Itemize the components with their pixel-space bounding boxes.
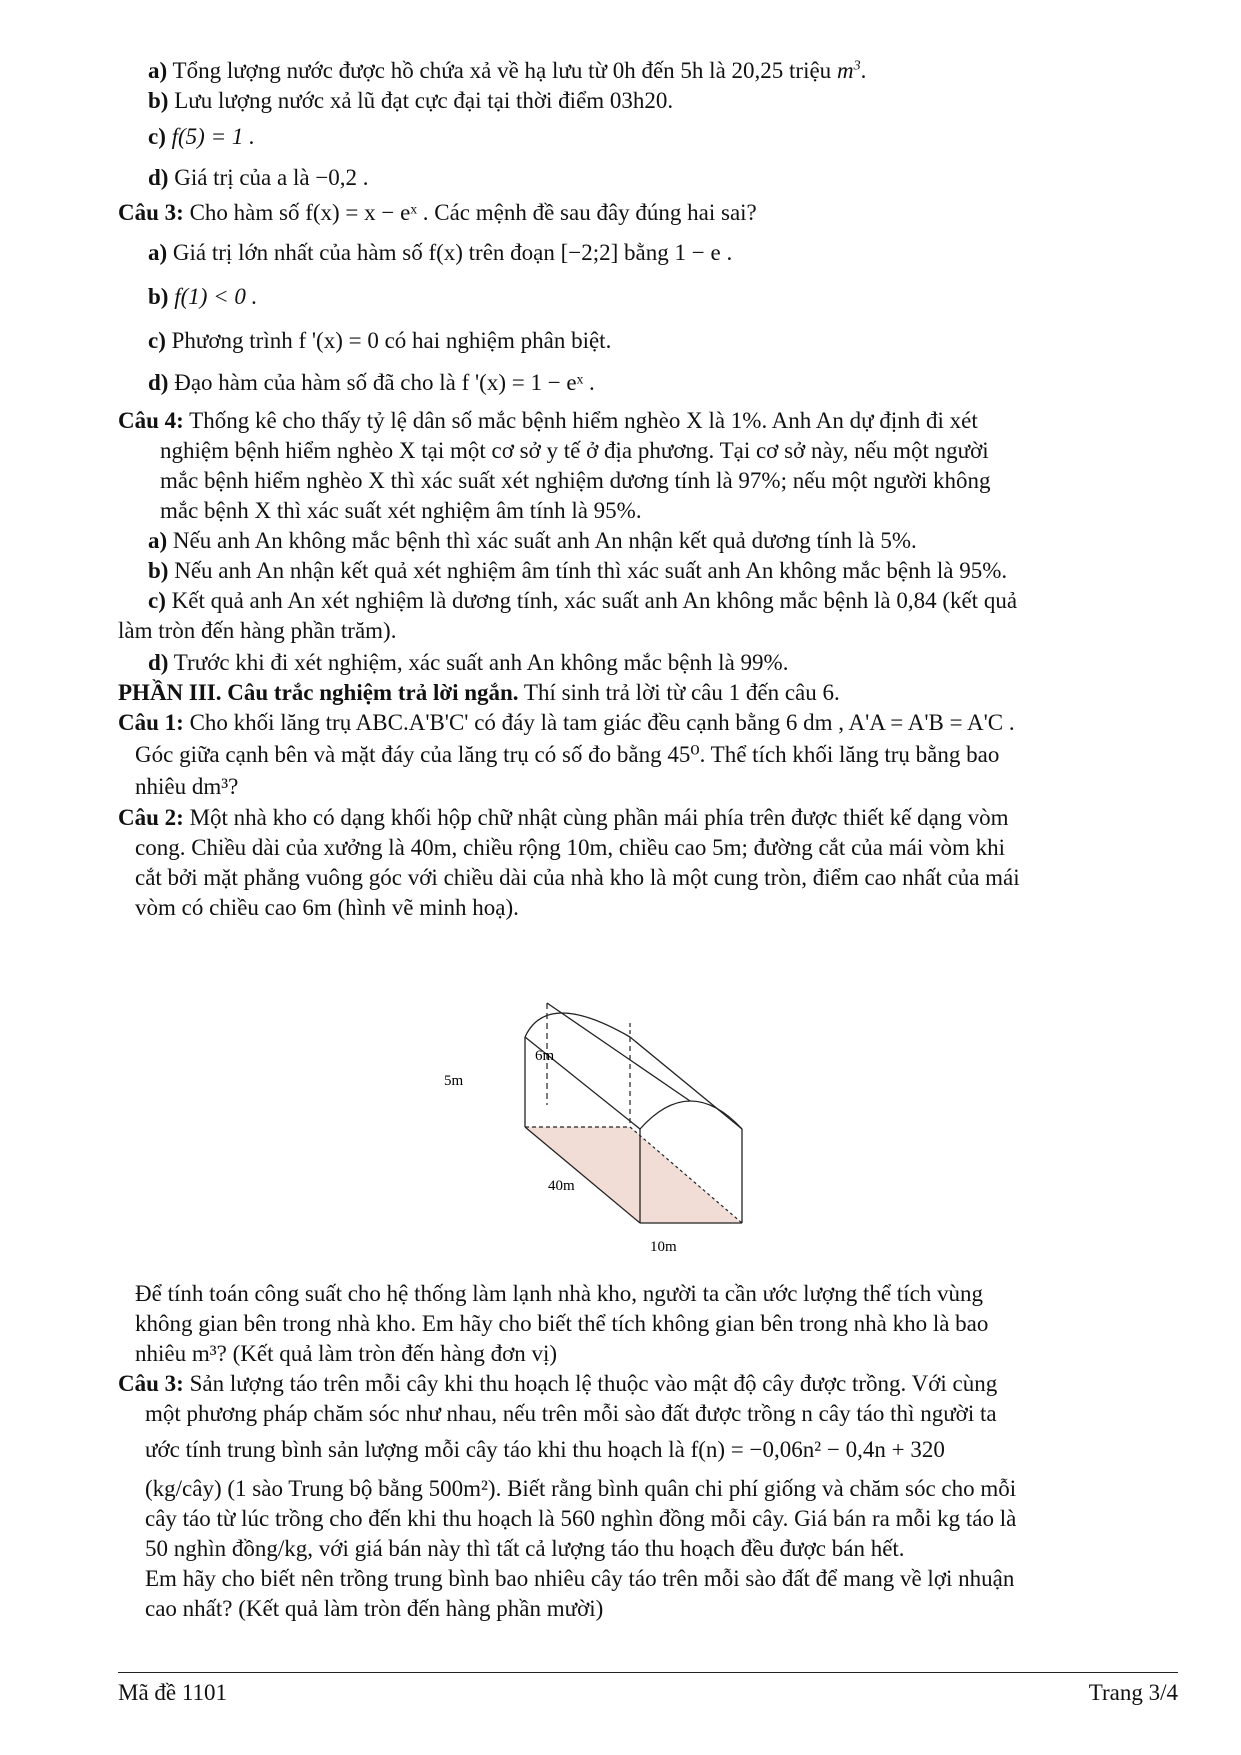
- warehouse-figure: [444, 995, 840, 1295]
- p3q2-after-2: không gian bên trong nhà kho. Em hãy cho biết thể tích không gian bên trong nhà kho là bao: [135, 1311, 989, 1336]
- p3q3-line-1: Câu 3: Sản lượng táo trên mỗi cây khi thu hoạch lệ thuộc vào mật độ cây được trồng. Với cùng: [118, 1371, 998, 1396]
- q4-line-2: nghiệm bệnh hiểm nghèo X tại một cơ sở y tế ở địa phương. Tại cơ sở này, nếu một người: [160, 438, 989, 463]
- q3-item-a: a) Giá trị lớn nhất của hàm số f(x) trên đoạn [−2;2] bằng 1 − e .: [148, 240, 733, 265]
- q4-item-d: d) Trước khi đi xét nghiệm, xác suất anh An không mắc bệnh là 99%.: [148, 650, 789, 675]
- q4-line-4: mắc bệnh X thì xác suất xét nghiệm âm tính là 95%.: [160, 498, 642, 523]
- q2-item-d: d) Giá trị của a là −0,2 .: [148, 165, 369, 190]
- q3-stem: Câu 3: Cho hàm số f(x) = x − eˣ . Các mệnh đề sau đây đúng hai sai?: [118, 200, 757, 225]
- p3q3-line-2: một phương pháp chăm sóc như nhau, nếu trên mỗi sào đất được trồng n cây táo thì người ta: [145, 1401, 997, 1426]
- q4-item-b: b) Nếu anh An nhận kết quả xét nghiệm âm tính thì xác suất anh An không mắc bệnh là 95%.: [148, 558, 1008, 583]
- footer-page-number: Trang 3/4: [1088, 1680, 1178, 1705]
- p3q2-line-2: cong. Chiều dài của xưởng là 40m, chiều rộng 10m, chiều cao 5m; đường cắt của mái vòm khi: [135, 835, 1006, 860]
- q3-item-b: b) f(1) < 0 .: [148, 284, 258, 309]
- p3q3-line-8: cao nhất? (Kết quả làm tròn đến hàng phần mười): [145, 1596, 604, 1621]
- label-6m: 6m: [535, 1048, 555, 1064]
- part3-heading: PHẦN III. Câu trắc nghiệm trả lời ngắn. Thí sinh trả lời từ câu 1 đến câu 6.: [118, 680, 840, 705]
- p3q3-line-5: cây táo từ lúc trồng cho đến khi thu hoạch là 560 nghìn đồng mỗi cây. Giá bán ra mỗi kg táo là: [145, 1506, 1017, 1531]
- p3q2-line-3: cắt bởi mặt phẳng vuông góc với chiều dài của nhà kho là một cung tròn, điểm cao nhất của mái: [135, 865, 1020, 890]
- q2-item-c: c) f(5) = 1 .: [148, 124, 255, 149]
- p3q2-line-1: Câu 2: Một nhà kho có dạng khối hộp chữ nhật cùng phần mái phía trên được thiết kế dạng vòm: [118, 805, 1009, 830]
- label-10m: 10m: [650, 1239, 677, 1255]
- p3q3-line-3: ước tính trung bình sản lượng mỗi cây táo khi thu hoạch là f(n) = −0,06n² − 0,4n + 320: [145, 1437, 945, 1462]
- q2-item-b: b) Lưu lượng nước xả lũ đạt cực đại tại thời điểm 03h20.: [148, 88, 674, 113]
- q4-item-c-cont: làm tròn đến hàng phần trăm).: [118, 618, 397, 643]
- p3q3-line-7: Em hãy cho biết nên trồng trung bình bao nhiêu cây táo trên mỗi sào đất để mang về lợi nhuận: [145, 1566, 1015, 1591]
- p3q1-line-2: Góc giữa cạnh bên và mặt đáy của lăng trụ có số đo bằng 45⁰. Thể tích khối lăng trụ bằng bao: [135, 742, 1000, 767]
- q3-item-c: c) Phương trình f '(x) = 0 có hai nghiệm phân biệt.: [148, 328, 612, 353]
- label-5m: 5m: [444, 1073, 464, 1089]
- q2-item-a: a) Tổng lượng nước được hồ chứa xả về hạ lưu từ 0h đến 5h là 20,25 triệu $m^3$.: [148, 58, 867, 83]
- p3q2-after-1: Để tính toán công suất cho hệ thống làm lạnh nhà kho, người ta cần ước lượng thể tích vùng: [135, 1281, 984, 1306]
- floor-face: [525, 1127, 742, 1223]
- footer-divider: [118, 1672, 1178, 1673]
- q4-line-3: mắc bệnh hiểm nghèo X thì xác suất xét nghiệm dương tính là 97%; nếu một người không: [160, 468, 991, 493]
- p3q2-line-4: vòm có chiều cao 6m (hình vẽ minh hoạ).: [135, 895, 519, 920]
- q3-item-d: d) Đạo hàm của hàm số đã cho là f '(x) = 1 − eˣ .: [148, 370, 595, 395]
- q4-item-a: a) Nếu anh An không mắc bệnh thì xác suất anh An nhận kết quả dương tính là 5%.: [148, 528, 917, 553]
- p3q1-line-1: Câu 1: Cho khối lăng trụ ABC.A'B'C' có đáy là tam giác đều cạnh bằng 6 dm , A'A = A'B = A'C .: [118, 710, 1015, 735]
- p3q1-line-3: nhiêu dm³?: [135, 774, 239, 799]
- q4-line-1: Câu 4: Thống kê cho thấy tỷ lệ dân số mắc bệnh hiểm nghèo X là 1%. Anh An dự định đi xét: [118, 408, 978, 433]
- p3q3-line-6: 50 nghìn đồng/kg, với giá bán này thì tất cả lượng táo thu hoạch đều được bán hết.: [145, 1536, 905, 1561]
- q4-item-c: c) Kết quả anh An xét nghiệm là dương tính, xác suất anh An không mắc bệnh là 0,84 (kết quả: [148, 588, 1018, 613]
- label-40m: 40m: [548, 1178, 575, 1194]
- p3q2-after-3: nhiêu m³? (Kết quả làm tròn đến hàng đơn vị): [135, 1341, 558, 1366]
- p3q3-line-4: (kg/cây) (1 sào Trung bộ bằng 500m²). Biết rằng bình quân chi phí giống và chăm sóc cho mỗi: [145, 1476, 1017, 1501]
- footer-exam-code: Mã đề 1101: [118, 1680, 228, 1705]
